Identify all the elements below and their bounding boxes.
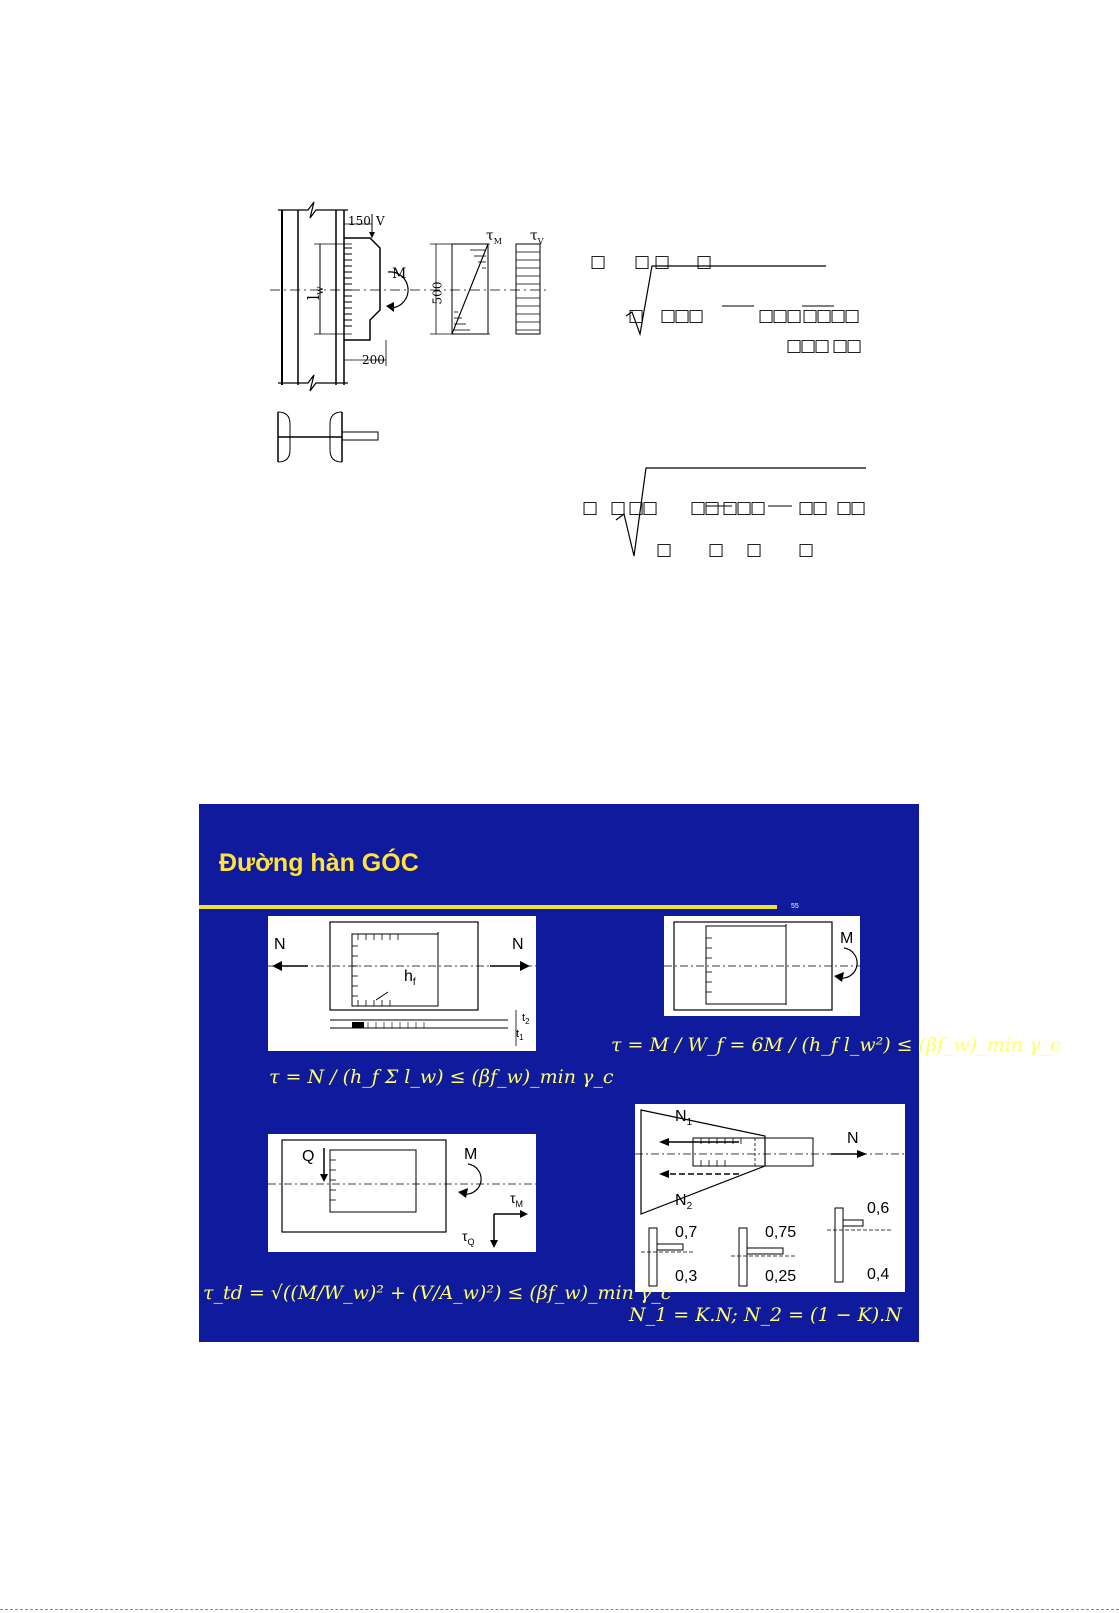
glyph-box: □ xyxy=(610,498,627,518)
glyph-box: □ xyxy=(750,498,767,518)
dim-v-label: V xyxy=(376,214,385,228)
diagram-shear-moment xyxy=(268,1134,536,1252)
glyph-box: □ xyxy=(758,306,775,326)
lecture-slide xyxy=(199,804,1061,1342)
axial-force-right-label: N xyxy=(512,936,524,953)
coef-k1-top: 0,7 xyxy=(675,1224,698,1241)
dim-500-label: 500 xyxy=(430,281,445,305)
glyph-box: □ xyxy=(708,540,725,560)
formula-distribution: N_1 = K.N; N_2 = (1 − K).N xyxy=(629,1304,902,1326)
coef-k3-bottom: 0,4 xyxy=(867,1266,890,1283)
coef-k2-bottom: 0,25 xyxy=(765,1268,797,1285)
glyph-box: □ xyxy=(844,306,861,326)
glyph-box: □ xyxy=(722,498,739,518)
glyph-box: □ xyxy=(786,336,803,356)
axial-force-left-label: N xyxy=(274,936,286,953)
diagram-moment xyxy=(664,916,860,1016)
glyph-box: □ xyxy=(772,306,789,326)
glyph-box: □ xyxy=(802,306,819,326)
dim-150-label: 150 xyxy=(348,214,371,228)
glyph-box: □ xyxy=(690,498,707,518)
lap-joint-drawing xyxy=(268,916,536,1051)
glyph-box: □ xyxy=(628,306,645,326)
glyph-box: □ xyxy=(798,498,815,518)
glyph-box: □ xyxy=(812,498,829,518)
moment-label: M xyxy=(464,1146,478,1163)
diagram-angle-distribution xyxy=(635,1104,905,1292)
force-n1-label: $N_1$ xyxy=(675,1108,693,1129)
glyph-box: □ xyxy=(656,540,673,560)
force-n2-label: $N_2$ xyxy=(675,1192,693,1213)
glyph-box: □ xyxy=(830,306,847,326)
glyph-box: □ xyxy=(836,498,853,518)
formula-axial: τ = N / (h_f Σ l_w) ≤ (βf_w)_min γ_c xyxy=(269,1066,614,1088)
glyph-box: □ xyxy=(850,498,867,518)
coef-k2-top: 0,75 xyxy=(765,1224,797,1241)
diagram-axial-force xyxy=(268,916,536,1051)
weld-leg-label: $h_f$ xyxy=(404,968,416,989)
moment-joint-drawing xyxy=(664,916,860,1016)
thickness-t1-label: $t_1$ xyxy=(516,1028,524,1043)
broken-formula-2 xyxy=(576,460,876,570)
broken-formula-1 xyxy=(580,248,880,358)
coef-k1-bottom: 0,3 xyxy=(675,1268,698,1285)
glyph-box: □ xyxy=(628,498,645,518)
glyph-box: □ xyxy=(786,306,803,326)
force-n-label: N xyxy=(847,1130,859,1147)
dim-200-label: 200 xyxy=(362,353,385,367)
glyph-box: □ xyxy=(816,306,833,326)
glyph-box: □ xyxy=(846,336,863,356)
glyph-box: □ xyxy=(674,306,691,326)
tau-m-label: $\tau_M$ xyxy=(486,228,502,246)
glyph-box: □ xyxy=(746,540,763,560)
glyph-box: □ xyxy=(736,498,753,518)
slide-title: Đường hàn GÓC xyxy=(219,849,419,877)
formula-moment: τ = M / W_f = 6M / (h_f l_w²) ≤ (βf_w)_min γ_c xyxy=(611,1034,1061,1056)
glyph-box: □ xyxy=(582,498,599,518)
tau-q-label: $\tau_Q$ xyxy=(462,1228,475,1247)
thickness-t2-label: $t_2$ xyxy=(522,1012,530,1027)
slide-page-number: 55 xyxy=(791,903,799,910)
glyph-box: □ xyxy=(634,252,651,272)
tau-m-label: $\tau_M$ xyxy=(510,1190,524,1209)
glyph-box: □ xyxy=(642,498,659,518)
glyph-box: □ xyxy=(660,306,677,326)
glyph-box: □ xyxy=(696,252,713,272)
weld-connection-drawing xyxy=(270,200,570,490)
glyph-box: □ xyxy=(704,498,721,518)
glyph-box: □ xyxy=(800,336,817,356)
glyph-box: □ xyxy=(688,306,705,326)
moment-label: M xyxy=(392,266,407,282)
glyph-box: □ xyxy=(654,252,671,272)
dim-lw-label: $l_w$ xyxy=(303,286,326,300)
tau-v-label: $\tau_V$ xyxy=(530,228,544,246)
glyph-box: □ xyxy=(814,336,831,356)
moment-label: M xyxy=(840,930,854,947)
shear-label: Q xyxy=(302,1148,315,1165)
title-divider xyxy=(199,905,777,909)
coef-k3-top: 0,6 xyxy=(867,1200,890,1217)
glyph-box: □ xyxy=(798,540,815,560)
formula-combined: τ_td = √((M/W_w)² + (V/A_w)²) ≤ (βf_w)_min γ_c xyxy=(203,1282,672,1304)
glyph-box: □ xyxy=(590,252,607,272)
glyph-box: □ xyxy=(832,336,849,356)
page-bottom-border xyxy=(0,1609,1119,1612)
